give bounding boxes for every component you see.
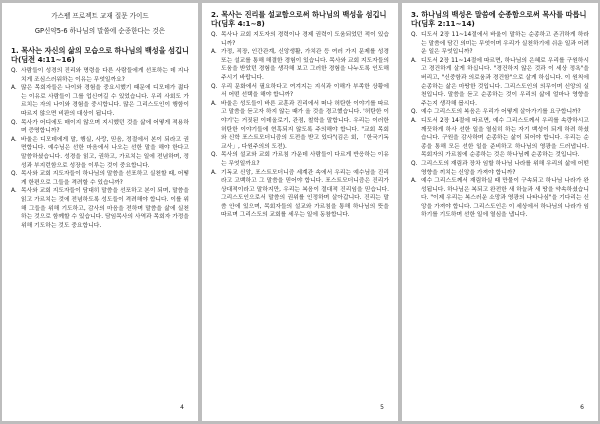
q-mark: Q.	[211, 152, 218, 159]
section-heading: 1. 목사는 자신의 삶의 모습으로 하나님의 백성을 섬깁니다(딤전 4:11~16)	[11, 46, 189, 64]
answer-item	[11, 136, 189, 170]
q-text: 우리 문화에서 필요하다고 여겨지는 지식과 이해가 부족한 상황에서 어떤 선택을 해야 합니까?	[221, 83, 389, 99]
answer-item	[411, 117, 589, 160]
question-item	[211, 151, 389, 168]
q-text: 그리스도의 재림과 장차 임할 하나님 나라를 위해 우리의 삶에 어떤 영향을 끼치는 신앙을 가져야 합니까?	[421, 160, 589, 176]
question-item	[411, 31, 589, 57]
q-text: 목사의 설교와 교회 가르침 가운데 사람들이 다르게 반응하는 이유는 무엇일까요?	[221, 152, 389, 167]
q-mark: Q.	[11, 119, 18, 126]
a-mark: A.	[211, 49, 217, 56]
q-text: 사람들이 성경의 진리와 명령을 다른 사람들에게 선포하는 데 지나치게 조심스러워하는 이유는 무엇일까요?	[21, 68, 189, 83]
question-item	[11, 170, 189, 187]
answer-item	[11, 187, 189, 230]
a-mark: A.	[411, 178, 417, 185]
page-5	[202, 3, 398, 421]
question-item	[411, 108, 589, 117]
page-number: 6	[580, 404, 584, 411]
lesson-title: GP신약5-6 하나님의 말씀에 순종한다는 것은	[34, 27, 166, 35]
q-text: 목사와 교회 지도자들이 하나님의 말씀을 선포하고 실천할 때, 어떻게 한편으로 그들을 격려할 수 있습니까?	[21, 171, 189, 186]
a-mark: A.	[11, 136, 17, 143]
a-mark: A.	[411, 57, 417, 64]
a-mark: A.	[411, 117, 417, 124]
question-item	[11, 119, 189, 136]
q-mark: Q.	[11, 171, 18, 178]
document-header: 가스펠 프로젝트 교재 질문 가이드	[51, 12, 149, 20]
a-text: 가정, 직장, 인간관계, 신앙생활, 가치관 등 여러 가지 문제를 성경 또는 설교를 통해 해결한 경험이 있습니다. 목사와 교회 지도자들의 도움을 받았던 경험을 생각해 보고 그러한 경험을 나누도록 인도해 주시기 바랍니다.	[221, 49, 389, 81]
a-mark: A.	[211, 100, 217, 107]
a-mark: A.	[11, 85, 17, 92]
q-mark: Q.	[11, 68, 18, 74]
q-mark: Q.	[411, 32, 418, 38]
q-text: 목사나 교회 지도자의 경력이나 경제 권력이 도움되었던 적이 있습니까?	[221, 32, 389, 47]
question-item	[11, 67, 189, 84]
page-6	[402, 3, 598, 421]
page-number: 5	[380, 404, 384, 411]
a-text: 디도서 2장 14절에 따르면, 예수 그리스도께서 우리를 속량하시고 깨끗하게 하사 선한 일을 열심히 하는 자기 백성이 되게 하려 하셨습니다. 구원을 감사하며 순종하는 삶이 되어야 합니다. 우리는 순종을 통해 모든 선한 일을 준비하고 하나님의 영광을 드러냅니다. 목회자의 가르침에 순종하는 것은 하나님께 순종하는 것입니다.	[421, 117, 589, 159]
a-text: 바울은 디모데에게 말, 행실, 사랑, 믿음, 정절에서 본이 되라고 권면합니다. 예수님은 선한 마음에서 나오는 선한 말을 해야 한다고 말씀하셨습니다. 성경을 읽고, 권하고, 가르치는 일에 전념하며, 정성과 부지런함으로 성장을 이루는 것이 중요합니다.	[21, 136, 189, 169]
q-mark: Q.	[211, 32, 218, 38]
answer-item	[411, 177, 589, 220]
section-heading: 2. 목사는 진리를 설교함으로써 하나님의 백성을 섬깁니다(딤후 4:1~8)	[211, 10, 387, 28]
a-text: 디도서 2장 11~14절에 따르면, 하나님의 은혜로 우리를 구원하시고 경건하게 살게 하십니다. "경건하지 않은 것과 이 세상 정욕"을 버리고, "신중함과 의로움과 경건함"으로 살게 하십니다. 이 원칙에 순종하는 삶은 마땅한 것입니다. 그리스도인의 의무이며 신앙의 실천입니다. 말씀을 듣고 순종하는 것이 우리의 삶에 얼마나 영향을 주는지 생각해 봅시다.	[421, 57, 589, 107]
page-4	[2, 3, 198, 421]
q-mark: Q.	[411, 160, 418, 167]
section-heading: 3. 하나님의 백성은 말씀에 순종함으로써 목사를 따릅니다(딤후 2:11~14)	[411, 10, 587, 28]
answer-item	[411, 57, 589, 109]
answer-item	[11, 84, 189, 118]
a-text: 많은 목회자들은 나이와 경험을 중요시했기 때문에 디모데가 젊다는 이유로 사람들이 그를 업신여길 수 있었습니다. 우리 사회도 가르치는 자의 나이와 경험을 중시합니다. 많은 그리스도인이 행함이 따르지 않으면 비판의 대상이 됩니다.	[21, 85, 189, 117]
answer-item	[211, 48, 389, 82]
a-mark: A.	[211, 169, 217, 176]
page-number: 4	[180, 404, 184, 411]
q-text: 예수 그리스도의 복음은 우리가 어떻게 살아가기를 요구합니까?	[421, 109, 581, 116]
a-text: 바울은 성도들이 바른 교훈과 진리에서 떠나 허탄한 이야기를 따르고 말씀을 듣고자 하지 않는 때가 올 것을 경고했습니다. '허탄한 이야기'는 거짓된 이데올로기, 관점, 철학을 말합니다. 우리는 이러한 허탄한 이야기들에 현혹되지 않도록 주의해야 합니다. "교회 목회와 신학 포스트모더니즘의 도전을 받고 있다"(김은 회, 「한국기독교사」, 다원주의의 도전).	[221, 100, 389, 150]
a-mark: A.	[11, 188, 17, 195]
question-item	[211, 83, 389, 100]
a-text: 목사와 교회 지도자들이 담대히 말씀을 선포하고 본이 되며, 말씀을 읽고 가르치는 것에 전념하도록 성도들이 격려해야 합니다. 이를 위해 그들을 위해 기도하고, 감사의 마음을 전하며 말씀을 삶에 실천하는 것으로 함께할 수 있습니다. 담임목사의 사역과 목회자 가정을 위해 기도하는 것도 중요합니다.	[21, 188, 189, 229]
q-mark: Q.	[211, 83, 218, 90]
answer-item	[211, 169, 389, 221]
q-mark: Q.	[411, 109, 418, 116]
question-item	[211, 31, 389, 48]
a-text: 기독교 신앙, 포스트모더니즘 세계관 속에서 우리는 예수님을 진리라고 고백하고 그 말씀을 믿어야 합니다. 포스트모더니즘은 진리가 상대적이라고 말하지만, 우리는 복음이 절대적 진리임을 믿습니다. 그리스도인으로서 말씀의 권위를 인정하며 살아갑니다. 진리는 말씀 안에 있으며, 목회자들의 설교와 가르침을 통해 하나님의 뜻을 따르며 그리스도의 교회를 세우는 일에 동참합니다.	[221, 169, 389, 219]
answer-item	[211, 100, 389, 152]
a-text: 예수 그리스도께서 재림하실 때 만물이 구속되고 하나님 나라가 완성됩니다. 하나님은 복되고 완전한 새 하늘과 새 땅을 약속하셨습니다. "이제 우리는 복스러운 소망과 영광의 나타나심"을 기다리는 신앙을 가져야 합니다. 그리스도인은 이 세상에서 하나님의 나라가 임하기를 기도하며 선한 일에 열심을 냅니다.	[421, 178, 589, 219]
q-text: 목사가 어디에도 매이지 않으며 지시했던 것을 삶에 어떻게 적용하며 증명합니까?	[21, 119, 189, 135]
q-text: 디도서 2장 11~14절에서 바울이 말하는 순종하고 존귀하게 하라는 말씀에 담긴 의미는 무엇이며 우리가 실천하기에 쉬운 일과 어려운 일은 무엇입니까?	[421, 32, 589, 56]
question-item	[411, 160, 589, 177]
